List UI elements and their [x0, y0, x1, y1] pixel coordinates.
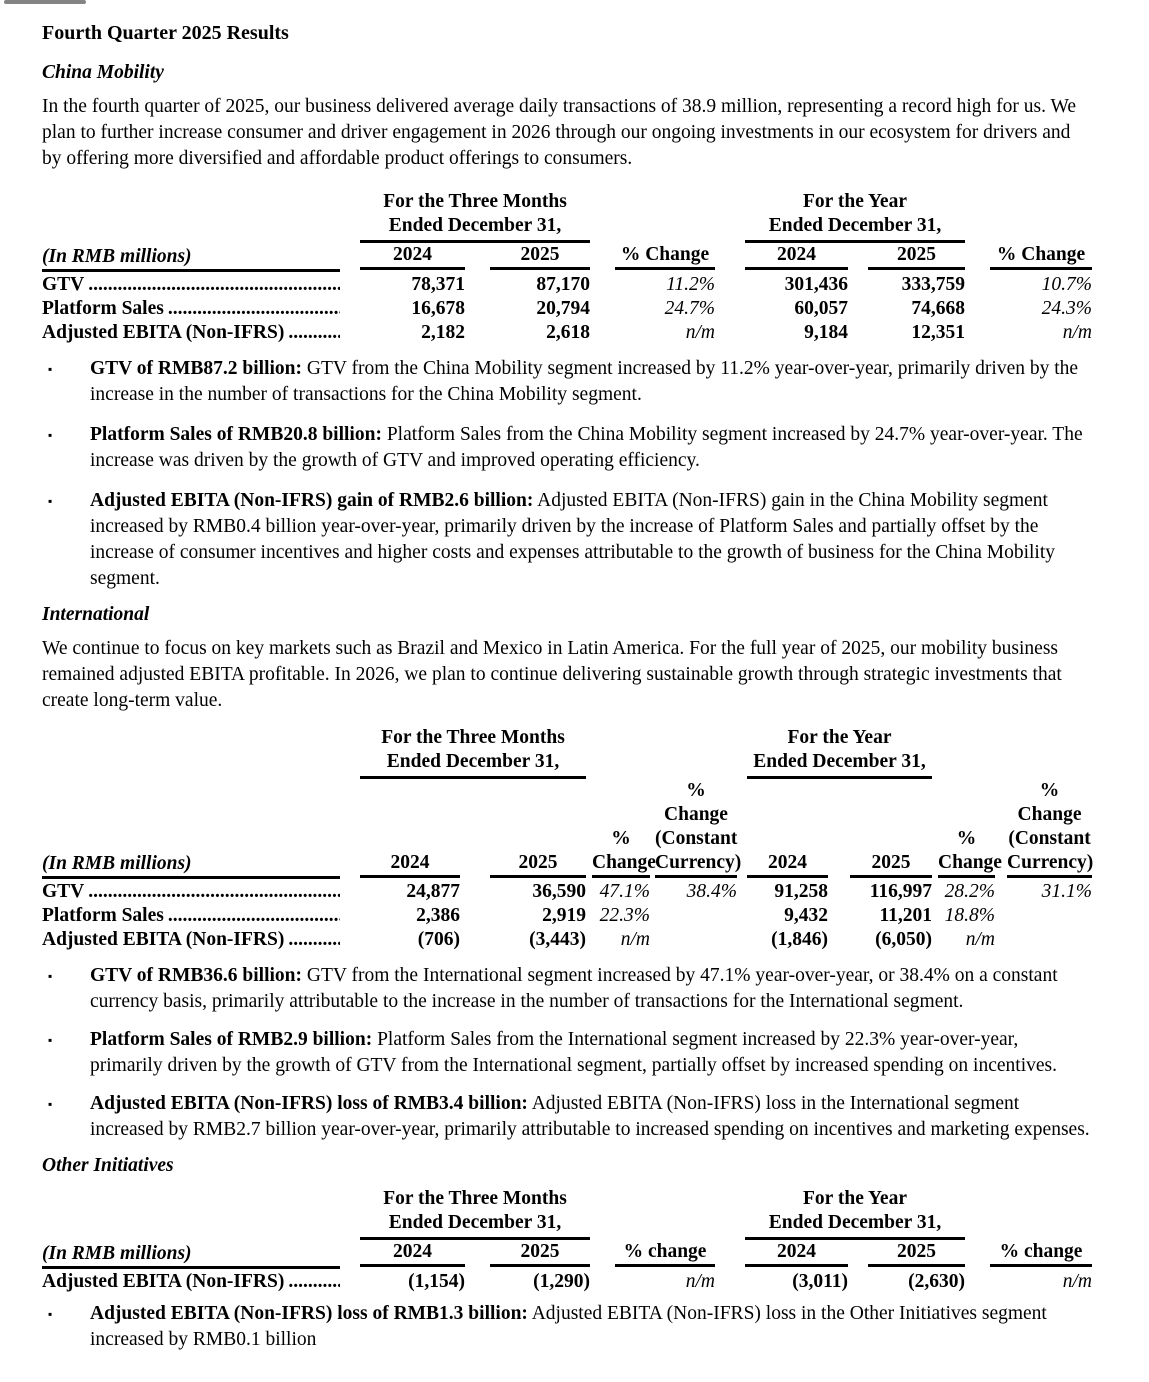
cell-value: (1,290) [533, 1270, 590, 1292]
spacer [650, 726, 737, 779]
bullet-body: Adjusted EBITA (Non-IFRS) loss in the International segment increased by RMB2.7 billion year-over-year, primarily attributable to increased spending on incentives and marketing expenses. [90, 1093, 1090, 1140]
col-header-constant-currency [650, 779, 742, 878]
spacer [965, 190, 1092, 243]
cell-value: (706) [417, 929, 460, 950]
col-header-pct-change [932, 779, 1002, 878]
col-header: 2025 [848, 243, 965, 270]
cell-value: 78,371 [411, 273, 465, 295]
spacer [586, 726, 650, 779]
col-header: 2024 [340, 243, 465, 270]
bullet-lead: GTV of RMB87.2 billion: [90, 357, 302, 379]
unit-label: (In RMB millions) [42, 779, 340, 878]
col-header: 2025 [828, 779, 932, 878]
unit-label: (In RMB millions) [42, 1240, 340, 1267]
spacer [932, 726, 995, 779]
group-header-line: Ended December 31, [388, 1212, 562, 1233]
bullet-body: Adjusted EBITA (Non-IFRS) gain in the China Mobility segment increased by RMB0.4 billion year-over-year, primarily driven by the increase of Platform Sales and partially offset by the increase of consumer incentives and higher costs and expenses attributable to the growth of business for the China Mobility segment. [90, 489, 1056, 589]
cell-value: 333,759 [901, 273, 966, 295]
group-header-line: For the Year [803, 1188, 907, 1209]
cell-value: 91,258 [774, 881, 828, 902]
row-label: GTV ..... [42, 878, 340, 904]
square-bullet-icon: ▪ [48, 969, 53, 983]
bullet-item [42, 1091, 1092, 1143]
square-bullet-icon: ▪ [48, 427, 53, 442]
spacer [42, 726, 340, 779]
bullet-text [90, 1027, 1092, 1079]
col-header-line: (Constant [655, 827, 738, 849]
group-header-line: For the Three Months [383, 191, 567, 212]
bullet-body: Adjusted EBITA (Non-IFRS) loss in the Other Initiatives segment increased by RMB0.1 billion [90, 1302, 1047, 1350]
col-header: 2025 [460, 779, 586, 878]
bullet-lead: GTV of RMB36.6 billion: [90, 965, 302, 986]
col-header-line: % [956, 827, 977, 849]
square-bullet-icon: ▪ [48, 1306, 53, 1321]
international-intro-paragraph: We continue to focus on key markets such as Brazil and Mexico in Latin America. For the full year of 2025, our mobility business remained adjusted EBITA profitable. In 2026, we plan to continue delivering sustainable growth through strategic investments that create long-term value. [42, 637, 1062, 711]
cell-value: 2,182 [421, 321, 465, 343]
col-header-line: (Constant [1008, 827, 1091, 849]
col-header-line: % [686, 779, 706, 801]
unit-label: (In RMB millions) [42, 243, 340, 270]
bullet-item [42, 422, 1092, 474]
square-bullet-icon: ▪ [48, 493, 53, 508]
cell-value: 16,678 [411, 297, 465, 319]
group-header-line: Ended December 31, [768, 1212, 942, 1233]
col-header: 2024 [715, 243, 848, 270]
row-label: GTV ..... [42, 270, 340, 296]
cell-value: (3,443) [529, 929, 586, 950]
group-header-year [737, 726, 932, 779]
international-table [42, 726, 1092, 952]
bullet-lead: Platform Sales of RMB20.8 billion: [90, 423, 382, 445]
bullet-item [42, 356, 1092, 408]
cell-value: 60,057 [794, 297, 848, 319]
cell-value: 36,590 [532, 881, 586, 902]
spacer [965, 1187, 1092, 1240]
bullet-text [90, 1091, 1092, 1143]
bullet-lead: Adjusted EBITA (Non-IFRS) gain of RMB2.6 billion: [90, 489, 534, 511]
cell-value: 116,997 [869, 881, 933, 902]
spacer [590, 190, 715, 243]
spacer [590, 1187, 715, 1240]
group-header-three-months [340, 1187, 590, 1240]
table-row [42, 320, 1092, 344]
col-header-line: Currency) [655, 851, 742, 873]
cell-value: 38.4% [686, 881, 737, 902]
cell-value: 31.1% [1041, 881, 1093, 902]
group-header-line: For the Three Months [383, 1188, 567, 1209]
cell-value: 74,668 [911, 297, 966, 319]
group-header-line: For the Year [787, 726, 892, 748]
cell-value: n/m [965, 929, 996, 950]
bullet-item [42, 488, 1092, 592]
cell-value: (1,846) [771, 929, 828, 950]
cell-value: 11.2% [666, 273, 715, 295]
col-header: 2025 [465, 243, 590, 270]
col-header: % Change [965, 243, 1092, 270]
cell-value: (6,050) [875, 929, 933, 950]
other-initiatives-table [42, 1187, 1092, 1293]
bullet-body: Platform Sales from the China Mobility segment increased by 24.7% year-over-year. The increase was driven by the growth of GTV and improved operating efficiency. [90, 423, 1083, 471]
bullet-text [90, 963, 1092, 1015]
col-header: 2024 [737, 779, 828, 878]
cell-value: n/m [685, 321, 715, 343]
bullet-text [90, 356, 1092, 408]
group-header-line: For the Three Months [381, 726, 565, 748]
col-header: 2025 [465, 1240, 590, 1267]
table-row [42, 903, 1092, 927]
cell-value: 10.7% [1041, 273, 1093, 295]
cell-value: 11,201 [879, 905, 933, 926]
bullet-lead: Adjusted EBITA (Non-IFRS) loss of RMB3.4 billion: [90, 1093, 528, 1114]
col-header-line: Currency) [1007, 851, 1094, 873]
cell-value: (2,630) [908, 1270, 966, 1292]
cell-value: 24.7% [664, 297, 715, 319]
bullet-text [90, 1301, 1092, 1353]
spacer [995, 726, 1092, 779]
table-row [42, 270, 1092, 296]
table-row [42, 296, 1092, 320]
cell-value: n/m [685, 1270, 715, 1292]
cell-value: (3,011) [792, 1270, 848, 1292]
col-header-constant-currency [995, 779, 1092, 878]
group-header-line: Ended December 31, [388, 215, 562, 236]
page-title: Fourth Quarter 2025 Results [42, 22, 289, 44]
cell-value: 2,386 [416, 905, 460, 926]
row-label: Adjusted EBITA (Non-IFRS) ..... [42, 927, 340, 951]
col-header-line: Change [1017, 803, 1082, 825]
row-label: Adjusted EBITA (Non-IFRS) ..... [42, 320, 340, 344]
bullet-lead: Platform Sales of RMB2.9 billion: [90, 1029, 373, 1050]
cell-value: 301,436 [784, 273, 848, 295]
col-header-line: Change [592, 851, 656, 873]
cell-value: n/m [620, 929, 650, 950]
cell-value: n/m [1062, 321, 1093, 343]
bullet-lead: Adjusted EBITA (Non-IFRS) loss of RMB1.3 billion: [90, 1302, 528, 1324]
cell-value: 20,794 [536, 297, 590, 319]
cell-value [650, 927, 737, 951]
group-header-year [715, 1187, 965, 1240]
group-header-year [715, 190, 965, 243]
col-header-line: Change [938, 851, 1002, 873]
bullet-body: GTV from the International segment increased by 47.1% year-over-year, or 38.4% on a constant currency basis, primarily attributable to the increase in the number of transactions for the International segment. [90, 965, 1058, 1012]
col-header-line: % [611, 827, 631, 849]
col-header: 2024 [340, 779, 460, 878]
cell-value: 47.1% [599, 881, 650, 902]
cell-value: 24,877 [406, 881, 460, 902]
cell-value [650, 903, 737, 927]
col-header-line: Change [664, 803, 728, 825]
group-header-line: Ended December 31, [386, 750, 560, 772]
col-header: % change [590, 1240, 715, 1267]
spacer [42, 1187, 340, 1240]
square-bullet-icon: ▪ [48, 1097, 53, 1111]
cell-value: (1,154) [408, 1270, 465, 1292]
cell-value: 22.3% [599, 905, 650, 926]
bullet-text [90, 422, 1092, 474]
table-row [42, 878, 1092, 904]
group-header-three-months [340, 190, 590, 243]
group-header-line: For the Year [803, 191, 907, 212]
col-header-line: % [1039, 779, 1060, 801]
cell-value: 9,432 [784, 905, 828, 926]
cell-value [995, 903, 1092, 927]
group-header-line: Ended December 31, [768, 215, 942, 236]
cell-value: 9,184 [804, 321, 848, 343]
section-heading-china-mobility: China Mobility [42, 62, 164, 83]
bullet-body: Platform Sales from the International segment increased by 22.3% year-over-year, primarily driven by the growth of GTV from the International segment, partially offset by increased spending on incentives. [90, 1029, 1057, 1076]
row-label: Platform Sales ..... [42, 903, 340, 927]
spacer [42, 190, 340, 243]
bullet-text [90, 488, 1092, 592]
bullet-item [42, 963, 1092, 1015]
row-label: Adjusted EBITA (Non-IFRS) ..... [42, 1267, 340, 1293]
col-header-pct-change [586, 779, 656, 878]
bullet-item [42, 1301, 1092, 1353]
section-heading-other-initiatives: Other Initiatives [42, 1155, 174, 1176]
group-header-three-months [340, 726, 586, 779]
clipped-text-artifact [4, 0, 86, 4]
cell-value: 2,919 [542, 905, 586, 926]
col-header: 2025 [848, 1240, 965, 1267]
table-row [42, 927, 1092, 951]
cell-value [995, 927, 1092, 951]
col-header: % Change [590, 243, 715, 270]
cell-value: 12,351 [911, 321, 966, 343]
square-bullet-icon: ▪ [48, 1033, 53, 1047]
cell-value: 2,618 [546, 321, 590, 343]
bullet-item [42, 1027, 1092, 1079]
table-row [42, 1267, 1092, 1293]
col-header: % change [965, 1240, 1092, 1267]
bullet-body: GTV from the China Mobility segment increased by 11.2% year-over-year, primarily driven by the increase in the number of transactions for the China Mobility segment. [90, 357, 1079, 405]
col-header: 2024 [715, 1240, 848, 1267]
cell-value: 87,170 [536, 273, 590, 295]
cell-value: 28.2% [944, 881, 996, 902]
cell-value: 18.8% [944, 905, 996, 926]
china-mobility-table [42, 190, 1092, 344]
cell-value: n/m [1062, 1270, 1093, 1292]
square-bullet-icon: ▪ [48, 361, 53, 376]
china-mobility-intro-paragraph: In the fourth quarter of 2025, our business delivered average daily transactions of 38.9 million, representing a record high for us. We plan to further increase consumer and driver engagement in 2026 through our ongoing investments in our ecosystem for drivers and by offering more diversified and affordable product offerings to consumers. [42, 96, 1076, 169]
col-header: 2024 [340, 1240, 465, 1267]
cell-value: 24.3% [1041, 297, 1093, 319]
group-header-line: Ended December 31, [753, 750, 926, 772]
section-heading-international: International [42, 603, 150, 625]
row-label: Platform Sales ..... [42, 296, 340, 320]
